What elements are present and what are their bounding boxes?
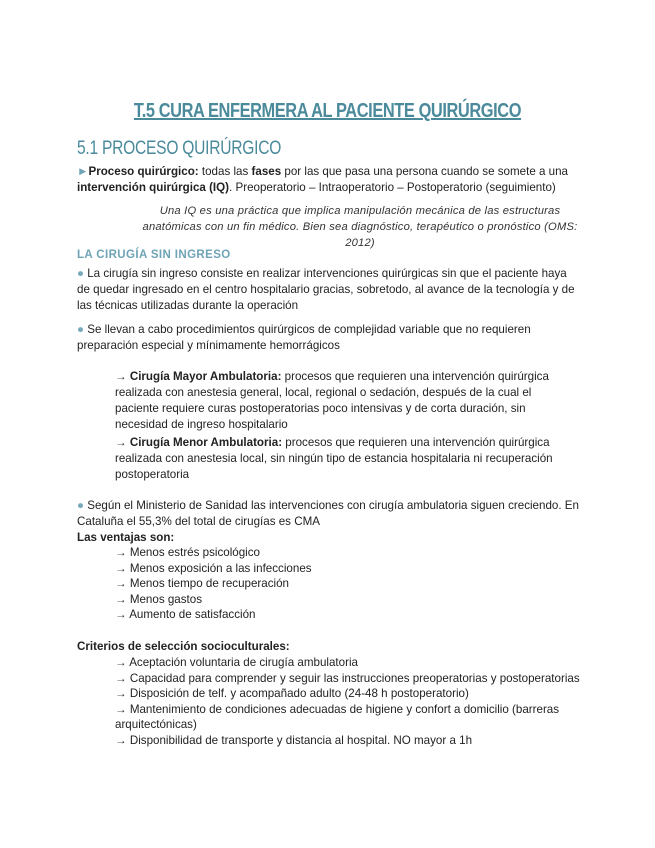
ventajas-heading: Las ventajas son: bbox=[77, 531, 175, 544]
arrow-right-icon: → bbox=[115, 733, 127, 747]
section-heading: 5.1 PROCESO QUIRÚRGICO bbox=[77, 138, 282, 159]
list-item: → Aceptación voluntaria de cirugía ambulatoria bbox=[115, 656, 358, 669]
subheading: LA CIRUGÍA SIN INGRESO bbox=[77, 249, 231, 261]
paragraph-statistics: ● Según el Ministerio de Sanidad las intervenciones con cirugía ambulatoria siguen creciendo. En Cataluña el 55,3% del total de cirugías es CMA bbox=[77, 499, 579, 528]
arrow-right-icon: → bbox=[115, 656, 127, 669]
arrow-right-icon: → bbox=[115, 436, 127, 449]
definition-quote: Una IQ es una práctica que implica manipulación mecánica de las estructuras anatómicas con un fin médico. Bien sea diagnóstico, terapéutico o pronóstico (OMS: 2012) bbox=[142, 205, 578, 249]
arrow-right-icon: → bbox=[115, 577, 127, 591]
arrow-right-icon: → bbox=[115, 370, 127, 383]
arrow-right-icon: → bbox=[115, 592, 127, 606]
list-item: → Disponibilidad de transporte y distancia al hospital. NO mayor a 1h bbox=[115, 733, 473, 747]
arrow-right-icon: → bbox=[115, 608, 127, 622]
play-arrow-icon: ► bbox=[77, 165, 89, 178]
bullet-icon: ● bbox=[77, 323, 85, 336]
paragraph-procedures: ● Se llevan a cabo procedimientos quirúrgicos de complejidad variable que no requieren preparación especial y mínimamente hemorrágicos bbox=[77, 323, 531, 352]
arrow-right-icon: → bbox=[115, 561, 127, 575]
cmenor-definition: → Cirugía Menor Ambulatoria: procesos que requieren una intervención quirúrgica realizada con anestesia local, sin ningún tipo de estancia hospitalaria ni recuperación postoperatoria bbox=[115, 436, 553, 481]
paragraph-definition: ● La cirugía sin ingreso consiste en realizar intervenciones quirúrgicas sin que el paciente haya de quedar ingresado en el centro hospitalario gracias, sobretodo, al avance de la tecnología y de las técnicas utilizadas durante la operación bbox=[77, 267, 575, 312]
intro-paragraph: ►Proceso quirúrgico: todas las fases por las que pasa una persona cuando se somete a una intervención quirúrgica (IQ). Preoperatorio – Intraoperatorio – Postoperatorio (seguimiento) bbox=[77, 165, 568, 194]
criterios-heading: Criterios de selección socioculturales: bbox=[77, 640, 290, 653]
list-item: → Menos gastos bbox=[115, 592, 203, 606]
ventajas-list bbox=[115, 545, 585, 623]
list-item: → Menos exposición a las infecciones bbox=[115, 561, 312, 575]
list-item: → Mantenimiento de condiciones adecuadas de higiene y confort a domicilio (barreras arquitectónicas) bbox=[115, 702, 560, 732]
arrow-right-icon: → bbox=[115, 546, 127, 559]
list-item: → Disposición de telf. y acompañado adulto (24-48 h postoperatorio) bbox=[115, 687, 469, 701]
arrow-right-icon: → bbox=[115, 687, 127, 701]
arrow-right-icon: → bbox=[115, 702, 127, 716]
criterios-list bbox=[115, 655, 585, 749]
list-item: → Menos tiempo de recuperación bbox=[115, 577, 290, 591]
list-item: → Menos estrés psicológico bbox=[115, 546, 260, 559]
list-item: → Capacidad para comprender y seguir las instrucciones preoperatorias y postoperatorias bbox=[115, 671, 580, 685]
bullet-icon: ● bbox=[77, 499, 85, 512]
bullet-icon: ● bbox=[77, 267, 85, 280]
list-item: → Aumento de satisfacción bbox=[115, 608, 256, 622]
document-title: T.5 CURA ENFERMERA AL PACIENTE QUIRÚRGICO bbox=[133, 100, 522, 122]
cma-definition: → Cirugía Mayor Ambulatoria: procesos que requieren una intervención quirúrgica realizada con anestesia general, local, regional o sedación, después de la cual el paciente requiere curas postoperatorias poco intensivas y de corta duración, sin necesidad de ingreso hospitalario bbox=[115, 370, 549, 431]
intro-term: Proceso quirúrgico: bbox=[88, 165, 199, 178]
arrow-right-icon: → bbox=[115, 671, 127, 685]
